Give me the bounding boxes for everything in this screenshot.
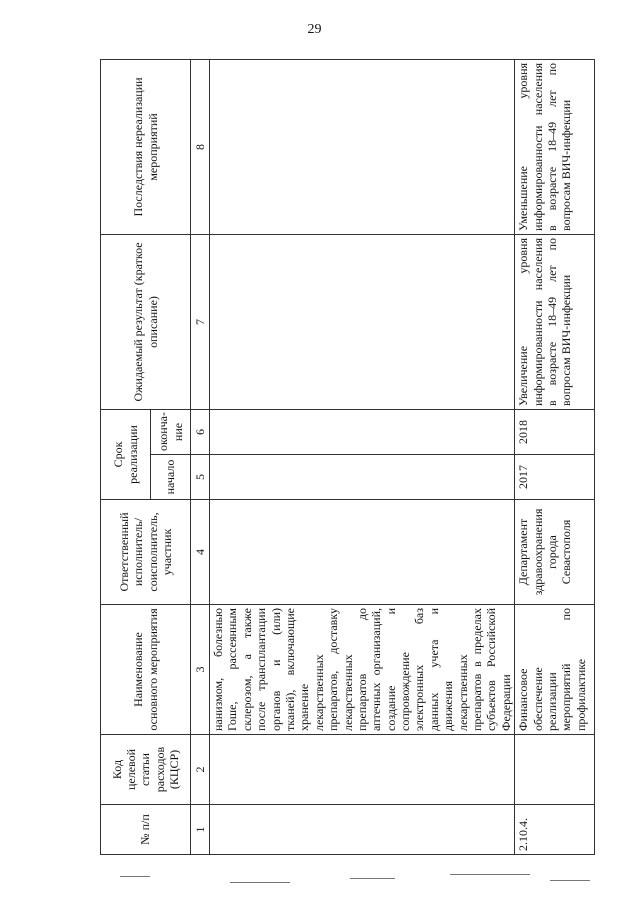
- header-responsible: Ответственный исполнитель/ соисполнитель, участник: [101, 500, 191, 605]
- header-num: № п/п: [101, 805, 191, 855]
- cell-responsible: Департамент здравоохранения города Севастополя: [515, 500, 595, 605]
- header-name: Наименование основного мероприятия: [101, 605, 191, 735]
- header-period: Срок реализации: [101, 409, 151, 499]
- activities-table: [100, 59, 595, 855]
- cell-name: нанизмом, болезнью Гоше, рассеянным склерозом, а также после трансплантации органов и (или) тканей), включающие хранение лекарственных препаратов, доставку лекарственных препаратов до аптечных организаций, создание и сопровождение электронных баз данных учета и движения лекарственных препаратов в пределах субъектов Российской Федерации: [210, 605, 515, 735]
- header-result: Ожидаемый результат (краткое описание): [101, 234, 191, 409]
- cell-num: [210, 805, 515, 855]
- cell-end: 2018: [515, 409, 595, 454]
- header-kcsr: Код целевой статьи расходов (КЦСР): [101, 735, 191, 805]
- cell-result: [210, 234, 515, 409]
- scan-noise: [110, 870, 610, 890]
- cell-kcsr: [515, 735, 595, 805]
- col-number-2: 2: [191, 735, 210, 805]
- cell-result: Увеличение уровня информированности населения в возрасте 18–49 лет по вопросам ВИЧ-инфекции: [515, 234, 595, 409]
- cell-end: [210, 409, 515, 454]
- cell-consequences: [210, 59, 515, 234]
- cell-name: Финансовое обеспечение реализации мероприятий по профилактике: [515, 605, 595, 735]
- header-end: оконча-ние: [151, 409, 191, 454]
- header-consequences: Последствия нереализации мероприятий: [101, 59, 191, 234]
- col-number-7: 7: [191, 234, 210, 409]
- cell-num: 2.10.4.: [515, 805, 595, 855]
- col-number-4: 4: [191, 500, 210, 605]
- table-row: [210, 59, 515, 854]
- rotated-table-area: [100, 60, 595, 855]
- cell-start: [210, 455, 515, 500]
- header-start: начало: [151, 455, 191, 500]
- col-number-6: 6: [191, 409, 210, 454]
- cell-consequences: Уменьшение уровня информированности населения в возрасте 18–49 лет по вопросам ВИЧ-инфекции: [515, 59, 595, 234]
- cell-responsible: [210, 500, 515, 605]
- cell-start: 2017: [515, 455, 595, 500]
- cell-kcsr: [210, 735, 515, 805]
- col-number-8: 8: [191, 59, 210, 234]
- col-number-3: 3: [191, 605, 210, 735]
- col-number-1: 1: [191, 805, 210, 855]
- col-number-5: 5: [191, 455, 210, 500]
- table-row: [515, 59, 595, 854]
- page-number: 29: [307, 22, 322, 37]
